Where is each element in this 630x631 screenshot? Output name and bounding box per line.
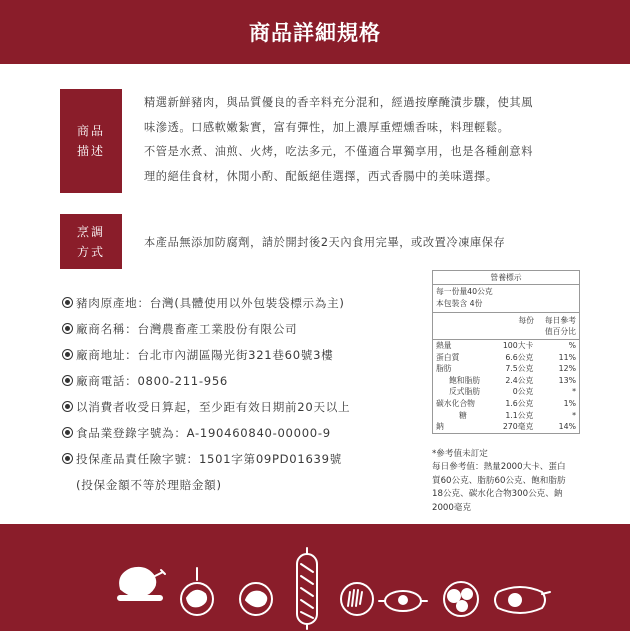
description-line: 精選新鮮豬肉，與品質優良的香辛料充分混和，經過按摩醃漬步驟，使其風: [144, 96, 533, 109]
sausage-slices-icon: [341, 583, 373, 615]
nutrition-row: 熱量 100大卡 %: [436, 341, 576, 350]
nutrition-servings: 本包裝含 4份: [436, 299, 483, 308]
info-insurance: 投保產品責任險字號：1501字第09PD01639號: [62, 446, 417, 472]
product-info-list: [62, 290, 417, 498]
bullet-icon: [62, 427, 73, 438]
page-title: 商品詳細規格: [249, 21, 381, 45]
page-header: [0, 0, 630, 64]
info-phone: 廠商電話：0800-211-956: [62, 368, 417, 394]
bullet-icon: [62, 453, 73, 464]
product-description: [144, 91, 584, 189]
description-line: 味滲透。口感軟嫩紮實，富有彈性，加上濃厚重煙燻香味，料理輕鬆。: [144, 120, 510, 134]
cooking-instructions: 本產品無添加防腐劑，請於開封後2天內食用完畢，或改置冷凍庫保存: [144, 236, 506, 249]
nutrition-row: 脂肪 7.5公克 12%: [436, 364, 576, 374]
footer-icons: [0, 524, 630, 631]
pork-chop-pan-icon: [181, 568, 213, 615]
description-line: 不管是水煮、油煎、火烤，吃法多元，不僅適合單獨享用，也是各種創意料: [144, 145, 533, 158]
sausage-icon: [297, 548, 317, 629]
bullet-icon: [62, 375, 73, 386]
reference-value-note: *參考值未訂定 每日參考值：熱量2000大卡、蛋白 質60公克、脂肪60公克、飽和脂肪 18公克、碳水化合物300公克、鈉 2000毫克: [432, 449, 566, 513]
nutrition-rows: [433, 339, 579, 433]
bullet-icon: [62, 349, 73, 360]
nutrition-row: 反式脂肪 0公克 *: [449, 387, 576, 397]
bullet-icon: [62, 297, 73, 308]
bullet-icon: [62, 323, 73, 334]
nutrition-serving-size: 每一份量40公克: [436, 287, 493, 296]
nutrition-row: 碳水化合物 1.6公克 1%: [436, 398, 576, 408]
salami-icon: [495, 587, 550, 613]
info-address: 廠商地址：台北市內湖區陽光街321巷60號3樓: [62, 342, 417, 368]
steak-icon: [240, 583, 272, 615]
nutrition-title: 營養標示: [433, 271, 579, 285]
bullet-icon: [62, 401, 73, 412]
info-origin: 豬肉原產地：台灣(具體使用以外包裝袋標示為主): [62, 290, 417, 316]
description-label: 商品 描述: [60, 89, 122, 193]
info-insurance-note: (投保金額不等於理賠金額): [76, 478, 222, 492]
ham-leg-icon: [118, 568, 165, 600]
footer-banner: [0, 524, 630, 631]
nutrition-column-header: 每份 每日參考 值百分比: [433, 312, 579, 339]
description-line: 理的絕佳食材，休閒小酌、配飯絕佳選擇，西式香腸中的美味選擇。: [144, 169, 498, 183]
info-manufacturer: 廠商名稱：台灣農畜產工業股份有限公司: [62, 316, 417, 342]
nutrition-facts-table: [432, 270, 580, 434]
info-registration: 食品業登錄字號為：A-190460840-00000-9: [62, 420, 417, 446]
nutrition-row: 鈉 270毫克 14%: [436, 422, 576, 432]
nutrition-row: 飽和脂肪 2.4公克 13%: [449, 375, 576, 385]
pan-egg-icon: [379, 591, 427, 611]
cooking-label: 烹調 方式: [60, 214, 122, 269]
nutrition-row: 蛋白質 6.6公克 11%: [436, 352, 576, 362]
nutrition-row: 糖 1.1公克 *: [459, 410, 576, 420]
info-shelf-life: 以消費者收受日算起，至少距有效日期前20天以上: [62, 394, 417, 420]
meatballs-icon: [444, 582, 478, 616]
